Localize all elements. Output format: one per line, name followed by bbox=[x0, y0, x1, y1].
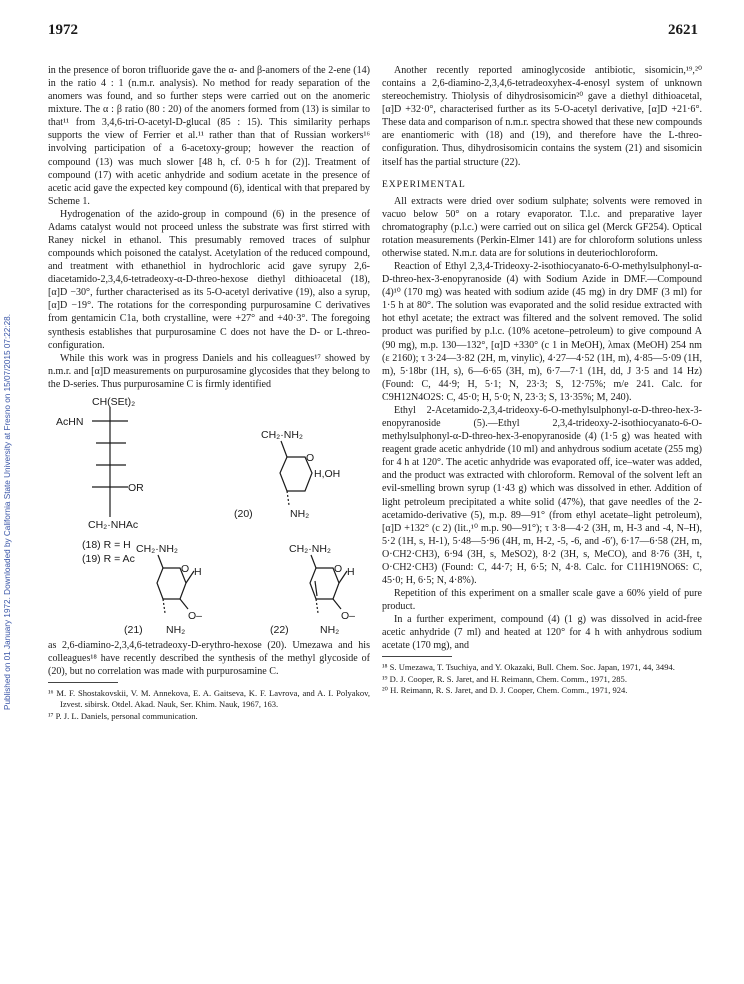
s21-ch2-group: CH₂·NH₂ bbox=[136, 542, 178, 555]
section-gap bbox=[382, 169, 702, 178]
right-footnotes bbox=[382, 662, 702, 696]
download-watermark[interactable]: Published on 01 January 1972. Downloaded by California State University at Fresno on 15/07/2015 07:22:28. bbox=[3, 314, 12, 710]
footnote-20: ²⁰ H. Reimann, R. S. Jaret, and D. J. Cooper, Chem. Comm., 1971, 924. bbox=[382, 684, 628, 695]
s18-or-group: OR bbox=[128, 481, 144, 494]
right-paragraph-2: All extracts were dried over sodium sulphate; solvents were removed in vacuo below 50° on a rotary evaporator. T.l.c. and preparative layer chromatography (p.l.c.) were carried out on silica gel (Merck GF254). Optical rotation measurements (Perkin-Elmer 141) are for chloroform solutions unless otherwise stated. N.m.r. data are for solutions in deuteriochloroform. bbox=[382, 195, 702, 260]
s18-bottom-group: CH₂·NHAc bbox=[88, 518, 139, 531]
right-paragraph-6: In a further experiment, compound (4) (1 g) was dissolved in acid-free acetic anhydride (7 ml) and heated at 120° for 4 h with anhydrous sodium acetate (170 mg), and bbox=[382, 614, 702, 652]
footnote-rule bbox=[48, 682, 118, 683]
s22-h: H bbox=[347, 565, 355, 578]
s21-glycosidic-o: O– bbox=[188, 609, 203, 622]
footnote-rule-right bbox=[382, 656, 452, 657]
structure-diagram bbox=[48, 395, 370, 637]
s21-ring-oxygen: O bbox=[181, 562, 190, 575]
left-paragraph-1: in the presence of boron trifluoride gave the α- and β-anomers of the 2-ene (14) in the ratio 4 : 1 (n.m.r. analysis). No method for ready separation of the anomers was found, and so further steps were carried out on the anomeric mixture. The α : β ratio (80 : 20) of the anomers formed from (13) is similar to that¹¹ from 3,4,6-tri-O-acetyl-D-glucal (85 : 15). This similarity perhaps supports the view of Ferrier et al.¹¹ rather than that of Russian workers¹⁶ involving participation of a 6-acetoxy-group; however the reaction of compound (13) was much slower [48 h, cf. 0·5 h for (2)]. Treatment of compound (17) with acetic anhydride and sodium acetate in the presence of acetic acid gave the expected key compound (6), identical with that prepared by Scheme 1. bbox=[48, 65, 370, 207]
s21-nh2-group: NH₂ bbox=[166, 623, 186, 636]
journal-year: 1972 bbox=[48, 22, 78, 38]
structure-figure bbox=[48, 395, 370, 637]
s19-label: (19) R = Ac bbox=[82, 552, 135, 565]
left-footnotes bbox=[48, 688, 370, 722]
s22-label: (22) bbox=[270, 623, 289, 636]
right-paragraph-4: Ethyl 2-Acetamido-2,3,4-trideoxy-6-O-methylsulphonyl-α-D-threo-hex-3-enopyranoside (5).—Ethyl 2,3,4-trideoxy-2-isothiocyanato-6-O-methylsulphonyl-α-D-threo-hex-3-enopyranoside (4) (1·5 g) was heated with reagent grade acetic anhydride (10 ml) and anhydrous sodium acetate (255 mg) for 4 h at 120°. The acetic anhydride was evaporated off, ice–water was added, and the product was extracted with chloroform. Removal of the solvent left an evil-smelling brown syrup (1·43 g) which was dissolved in ether. Addition of light petroleum precipitated a white solid (47%), that gave needles of the 2-acetamido-derivative (5), m.p. 89—91° (from ethyl acetate–light petroleum), [α]D +132° (c 2) (lit.,¹⁰ m.p. 90—91°); τ 3·8—4·2 (3H, m, H-3 and -4, N–H), 5·2 (1H, s, H-1), 5·48—5·96 (4H, m, H-2, -5, -6, and -6′), 6·17—6·58 (2H, m, O·CH2·CH3), 6·94 (3H, s, MeSO2), 8·2 (3H, s, MeCO), and 8·76 (3H, t, O·CH2·CH3) (Found: C, 44·7; H, 6·5; N, 4·8. Calc. for C11H19NO6S: C, 45·0; H, 6·5; N, 4·8%). bbox=[382, 404, 702, 586]
footnote-17: ¹⁷ P. J. L. Daniels, personal communication. bbox=[48, 710, 198, 721]
s20-nh2-group: NH₂ bbox=[290, 507, 310, 520]
s22-glycosidic-o: O– bbox=[341, 609, 356, 622]
s22-ch2-group: CH₂·NH₂ bbox=[289, 542, 331, 555]
left-column bbox=[48, 64, 370, 722]
footnote-19: ¹⁹ D. J. Cooper, R. S. Jaret, and H. Reimann, Chem. Comm., 1971, 285. bbox=[382, 673, 627, 684]
page-number: 2621 bbox=[668, 22, 698, 38]
right-column bbox=[382, 64, 702, 696]
s20-ch2-group: CH₂·NH₂ bbox=[261, 428, 303, 441]
s22-ring-oxygen: O bbox=[334, 562, 343, 575]
s21-h: H bbox=[194, 565, 202, 578]
s20-ring-oxygen: O bbox=[306, 451, 315, 464]
right-paragraph-1: Another recently reported aminoglycoside antibiotic, sisomicin,¹⁹,²⁰ contains a 2,6-diamino-2,3,4,6-tetradeoxyhex-4-enosyl system of unknown stereochemistry. Thiolysis of dihydrosisomicin²⁰ gave a diethyl dithioacetal, [α]D +32·0°, characterised further as its 5-O-acetyl derivative, [α]D +21·6°. These data and comparison of n.m.r. spectra showed that these new compounds are enantiomeric with (18) and (19), and therefore have the L-threo-configuration. Thus, dihydrosisomicin contains the system (21) and sisomicin itself has the partial structure (22). bbox=[382, 65, 702, 168]
s21-label: (21) bbox=[124, 623, 143, 636]
s18-label: (18) R = H bbox=[82, 538, 131, 551]
footnote-16: ¹⁶ M. F. Shostakovskii, V. M. Annekova, E. A. Gaitseva, K. F. Lavrova, and A. I. Polyakov, Izvest. sibirsk. Otdel. Akad. Nauk, Ser. Khim. Nauk, 1967, 163. bbox=[48, 688, 370, 710]
s22-nh2-group: NH₂ bbox=[320, 623, 340, 636]
section-heading: EXPERIMENTAL bbox=[382, 178, 466, 190]
footnote-18: ¹⁸ S. Umezawa, T. Tsuchiya, and Y. Okazaki, Bull. Chem. Soc. Japan, 1971, 44, 3494. bbox=[382, 662, 675, 673]
left-paragraph-4: as 2,6-diamino-2,3,4,6-tetradeoxy-D-erythro-hexose (20). Umezawa and his colleagues¹⁸ have recently described the synthesis of the methyl glycoside of (20), but no correlation was made with purpurosamine C. bbox=[48, 639, 370, 678]
left-paragraph-3: While this work was in progress Daniels and his colleagues¹⁷ showed by n.m.r. and [α]D measurements on purpurosamine glycosides that they belong to the D-series. Thus purpurosamine C is firmly identified bbox=[48, 352, 370, 390]
s20-anomeric-group: H,OH bbox=[314, 467, 341, 480]
s18-achn-group: AcHN bbox=[56, 415, 84, 428]
right-paragraph-3: Reaction of Ethyl 2,3,4-Trideoxy-2-isothiocyanato-6-O-methylsulphonyl-α-D-threo-hex-3-enopyranoside (4) with Sodium Azide in DMF.—Compound (4)¹⁰ (170 mg) was heated with sodium azide (45 mg) in dry DMF (3 ml) for 1·5 h at 80°. The solution was evaporated and the solid residue extracted with hot ethyl acetate; the extract was filtered and the solvent removed. The solid product was purified by p.l.c. (10% acetone–petroleum) to give compound A (90 mg), m.p. 130—132°, [α]D +330° (c 1 in MeOH), λmax (MeOH) 254 nm (ε 2160); τ 3·24—3·82 (2H, m, vinylic), 4·27—4·52 (1H, m), 4·85—5·09 (1H, m), 5·18br (1H, s), 6—6·65 (3H, m), 6·7—7·1 (1H, dd, J 3·5 and 14 Hz) (Found: C, 44·9; H, 5·1; N, 23·3; S, 12·75%; m/e 241. Calc. for C9H12N4O2S: C, 45·0; H, 5·0; N, 23·3; S, 13·35%; M, 240). bbox=[382, 261, 702, 403]
s20-label: (20) bbox=[234, 507, 253, 520]
right-paragraph-5: Repetition of this experiment on a smaller scale gave a 60% yield of pure product. bbox=[382, 588, 702, 613]
s18-top-group: CH(SEt)₂ bbox=[92, 395, 136, 408]
left-paragraph-2: Hydrogenation of the azido-group in compound (6) in the presence of Adams catalyst would not proceed unless the substrate was first stirred with Raney nickel in ethanol. This presumably removed traces of sulphur compounds which poisoned the catalyst. Acetylation of the reduced compound, and treatment with ethanethiol in hydrochloric acid gave syrupy 2,6-diacetamido-2,3,4,6-tetradeoxy-α-D-threo-hexose diethyl dithioacetal (18), [α]D −30°, further characterised as its 5-O-acetyl derivative (19), also a syrup, [α]D −19°. The rotations for the corresponding purpurosamine C derivatives from gentamicin C1a, both crystalline, were +27° and +40·3°. The foregoing synthesis establishes that purpurosamine C does not have the D- or L-threo-configuration. bbox=[48, 208, 370, 351]
